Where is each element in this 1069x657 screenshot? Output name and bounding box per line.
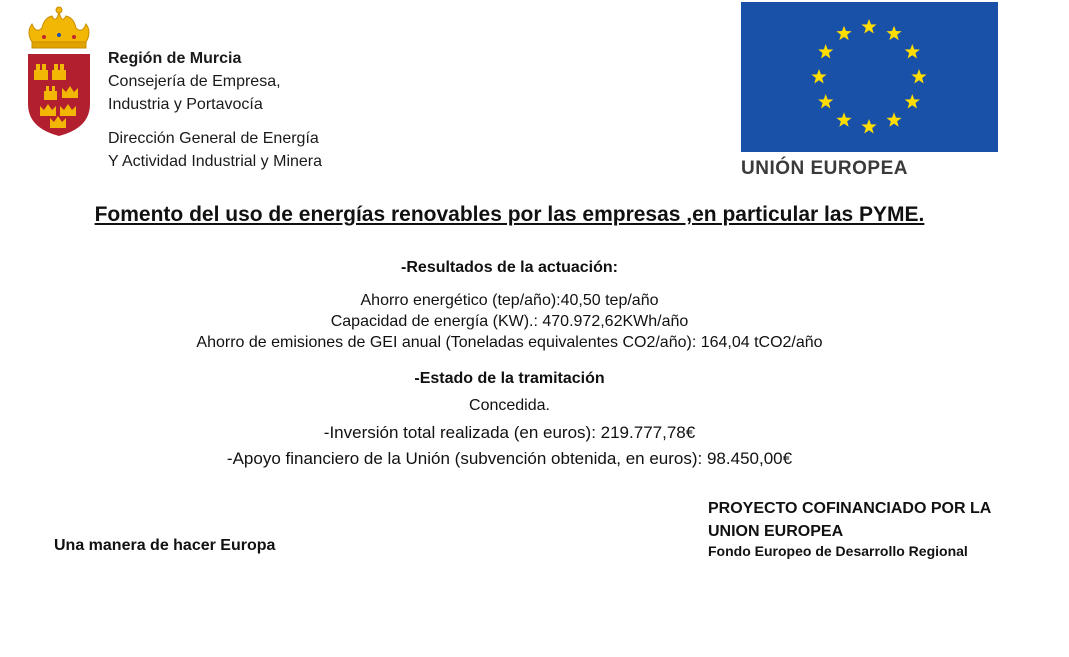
proyecto-cofinanciado bbox=[708, 497, 991, 543]
murcia-coat-of-arms-icon bbox=[22, 4, 96, 140]
direccion-line-1: Dirección General de Energía bbox=[108, 130, 319, 147]
ahorro-emisiones: Ahorro de emisiones de GEI anual (Toneladas equivalentes CO2/año): 164,04 tCO2/año bbox=[196, 334, 823, 351]
apoyo-financiero: -Apoyo financiero de la Unión (subvención obtenida, en euros): 98.450,00€ bbox=[226, 449, 793, 468]
fondo-europeo: Fondo Europeo de Desarrollo Regional bbox=[708, 543, 968, 559]
eu-flag-icon bbox=[741, 2, 998, 152]
estado-value: Concedida. bbox=[469, 397, 550, 414]
consejeria-line-1: Consejería de Empresa, bbox=[108, 73, 281, 90]
proyecto-line-1: PROYECTO COFINANCIADO POR LA bbox=[708, 500, 992, 517]
eu-label: UNIÓN EUROPEA bbox=[741, 158, 908, 179]
capacidad-energia: Capacidad de energía (KW).: 470.972,62KWh/año bbox=[330, 313, 689, 330]
ahorro-energetico: Ahorro energético (tep/año):40,50 tep/año bbox=[360, 292, 659, 309]
page-title: Fomento del uso de energías renovables por las empresas ,en particular las PYME. bbox=[94, 203, 925, 226]
estado-heading: -Estado de la tramitación bbox=[414, 370, 605, 387]
direccion-line-2: Y Actividad Industrial y Minera bbox=[108, 153, 323, 170]
proyecto-line-2: UNION EUROPEA bbox=[708, 523, 844, 540]
region-name: Región de Murcia bbox=[108, 50, 242, 67]
resultados-heading: -Resultados de la actuación: bbox=[401, 259, 618, 276]
consejeria-line-2: Industria y Portavocía bbox=[108, 96, 263, 113]
lema: Una manera de hacer Europa bbox=[54, 537, 276, 554]
inversion-total: -Inversión total realizada (en euros): 219.777,78€ bbox=[323, 423, 696, 442]
